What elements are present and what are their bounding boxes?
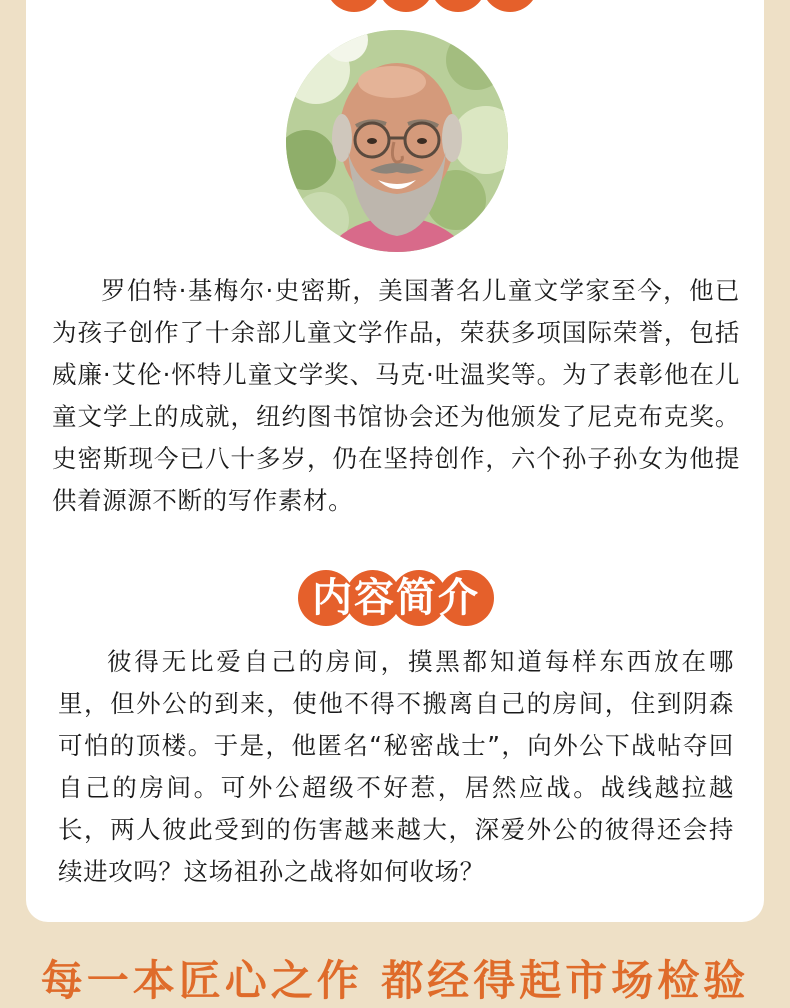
content-card [26,0,764,922]
summary-heading-text: 内容简介 [312,574,480,621]
slogan: 每一本匠心之作 都经得起市场检验 [40,956,750,1005]
previous-heading-circles [304,0,544,12]
heading-circle [482,0,538,12]
author-portrait-illustration [286,30,508,252]
heading-circle [430,0,486,12]
author-bio: 罗伯特·基梅尔·史密斯，美国著名儿童文学家至今，他已为孩子创作了十余部儿童文学作品，荣获多项国际荣誉，包括威廉·艾伦·怀特儿童文学奖、马克·吐温奖等。为了表彰他在儿童文学上的成就，纽约图书馆协会还为他颁发了尼克布克奖。史密斯现今已八十多岁，仍在坚持创作，六个孙子孙女为他提供着源源不断的写作素材。 [52,276,740,515]
heading-circle [326,0,382,12]
author-photo [286,30,508,252]
summary-text: 彼得无比爱自己的房间，摸黑都知道每样东西放在哪里，但外公的到来，使他不得不搬离自己的房间，住到阴森可怕的顶楼。于是，他匿名“秘密战士”，向外公下战帖夺回自己的房间。可外公超级不好惹，居然应战。战线越拉越长，两人彼此受到的伤害越来越大，深爱外公的彼得还会持续进攻吗？这场祖孙之战将如何收场？ [58,647,734,886]
summary-heading [298,570,494,626]
heading-circle [378,0,434,12]
